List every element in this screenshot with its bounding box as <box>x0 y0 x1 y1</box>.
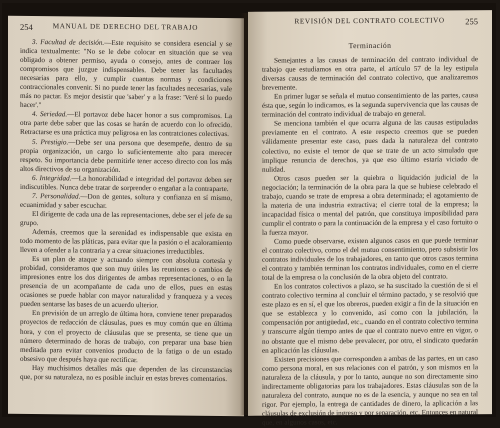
section-title: Terminación <box>348 40 392 51</box>
open-book <box>2 3 496 427</box>
paragraph <box>20 38 232 113</box>
left-page-body <box>20 38 232 412</box>
paragraph: En primer lugar se señala el mutuo consentimiento de las partes, causa ésta que, según lo indicamos, es la segunda supervivencia que las causas de terminación del contrato individual de trabajo en general. <box>262 91 478 120</box>
paragraph: El dirigente de cada una de las representaciones, debe ser el jefe de su grupo. <box>20 209 232 228</box>
paragraph <box>20 137 232 175</box>
right-page-body <box>262 36 478 427</box>
paragraph: Se menciona también el que ocurra alguna de las causas estipuladas previamente en el contrato. A este respecto creemos que se pueden válidamente presentar este caso, pues dada la naturaleza del contrato colectivo, no existe el temor de que se trate de un acto simulado que implique renuncia de derechos, ya que eso último estaría viciado de nulidad. <box>262 118 478 174</box>
paragraph: Existen precisiones que corresponden a ambas de las partes, en un caso como persona moral, en sus relaciones con el patrón, y son mismos en la naturaleza de la cláusula, y por lo tanto, aunque no son directamente sino indirectamente obligatorias para los trabajadores. Estas cláusulas son de la naturaleza del contrato, aunque no es de la esencia, y aunque no sea en tal rigor. Por ejemplo, la entrega de cantidades de dinero, la aplicación a las cláusulas de exclusión de ingreso y por separación, etc. Entonces en natural que, en algunos casos, etc. <box>262 353 478 427</box>
paragraph: Es un plan de ataque y actuando siempre con absoluta cortesía y probidad, consideramos que son muy útiles las reuniones o cambios de impresiones entre los dos dirigentes de ambas representaciones, o en la presencia de un acompañante de cada uno de ellos, pues en estas ocasiones se puede hablar con mayor naturalidad y franqueza y a veces pueden sentarse las bases de un acuerdo ulterior. <box>20 255 232 310</box>
paragraph: Otros casos pueden ser la quiebra o liquidación judicial de la negociación; la terminación de la obra para la que se hubiese celebrado el trabajo, cuando se trate de empresa a obra determinada; el agotamiento de la materia de una industria extractiva; el cierre total de la empresa; la incapacidad física o mental del patrón, que constituya imposibilidad para cumplir el contrato o para la continuación de la empresa y el caso fortuito o la fuerza mayor. <box>262 172 478 237</box>
paragraph-lead: 5. Prestigio. <box>32 137 69 146</box>
paragraph-text: —Este requisito se considera esencial y se indica textualmente: "No se le debe colocar en situación que se vea obligado a obtener permiso, ayuda o consejo, antes de contraer los compromisos que juzgue indispensables. Debe tener las facultades necesarias para ello, y cumplir cuantas normas y condiciones contraccionales convenir. Si no puede tener las facultades necesarias, vale más no pactar. Es mejor desistir que 'saber' y a la frase: 'Veré si lo puedo hacer'." <box>20 38 232 110</box>
paragraph: En los contratos colectivos a plazo, se ha suscitado la cuestión de si el contrato colectivo termina al concluir el término pactado, y se resolvió que este plazo es en sí, el que los obreros, pueden exigir a fin de la situación en que se establezca y lo convenido, así como con la jubilación, la compensación por antigüedad, etc., cuando en el contrato colectivo termina y transcurre algún tiempo antes de que el contrato nuevo entre en vigor, o no obstante que el mismo debe prevalecer, por otro, el sindicato quedarán en aplicación las cláusulas. <box>262 281 478 355</box>
paragraph-lead: 6. Integridad. <box>32 173 72 183</box>
paragraph-text: —La honorabilidad e integridad del portavoz deben ser indiscutibles. Nunca debe tratar de sorprender o engañar a la contraparte. <box>20 174 232 193</box>
paragraph <box>20 192 232 212</box>
paragraph-lead: 7. Personalidad. <box>32 191 81 201</box>
right-running-head-title: REVISIÓN DEL CONTRATO COLECTIVO <box>294 16 445 26</box>
left-page-number: 254 <box>20 21 33 33</box>
paragraph: Además, creemos que la serenidad es indispensable que exista en todo momento de las pláticas, para evitar que la pasión o el acaloramiento lleven a ofender a la contraria y a crear situaciones irreductibles. <box>20 227 232 256</box>
paragraph: Como puede observarse, existen algunos casos en que puede terminar el contrato colectivo, como el del mutuo consentimiento, pero subsistir los contratos individuales de los trabajadores, en tanto que otros casos termina el contrato y también terminan los contratos individuales, como en el cierre total de la empresa o la conclusión de la obra objeto del contrato. <box>262 236 478 282</box>
paragraph: Hay muchísimos detalles más que dependen de las circunstancias que, por su naturaleza, no es posible incluir en estas breves comentarios. <box>20 363 232 383</box>
paragraph-text: —Don de gentes, soltura y confianza en sí mismo, ecuanimidad y saber escuchar. <box>20 192 232 210</box>
paragraph: Semejantes a las causas de terminación del contrato individual de trabajo que estudiamos en otra parte, el artículo 57 de la ley estipula diversas causas de terminación del contrato colectivo, que analizaremos brevemente. <box>262 55 478 92</box>
paragraph-lead: 3. Facultad de decisión. <box>32 38 105 47</box>
paragraph-lead: 4. Seriedad. <box>32 110 68 119</box>
right-page-number: 255 <box>465 16 478 27</box>
right-running-head <box>260 16 478 28</box>
left-running-head-title: MANUAL DE DERECHO DEL TRABAJO <box>52 22 199 32</box>
paragraph-text: —Debe ser una persona que desempeñe, dentro de su propia organización, un cargo lo suficientemente alto para merecer respeto. Su importancia debe permitirle tener acceso directo con los más altos directivos de su organización. <box>20 137 232 174</box>
left-page <box>8 16 244 416</box>
paragraph: En previsión de un arreglo de última hora, conviene tener preparados proyectos de redacción de cláusulas, pues es muy común que en última hora, y con el proyecto de cláusulas que se presenta, se tiene que un número determinado de horas de trabajo, con preparar una base bien meditada para evitar convenios producto de la fatiga o de un estado obsesivo que después haya que rectificar. <box>20 309 232 364</box>
paragraph <box>20 110 232 139</box>
paragraph-text: —El portavoz debe hacer honor a sus compromisos. La otra parte debe saber que las cosas se harán de acuerdo con lo ofrecido. Retractarse es una práctica muy peligrosa en las contratciones colectivas. <box>20 110 233 139</box>
paragraph <box>20 174 232 194</box>
left-running-head <box>20 22 232 34</box>
right-page <box>248 10 492 427</box>
